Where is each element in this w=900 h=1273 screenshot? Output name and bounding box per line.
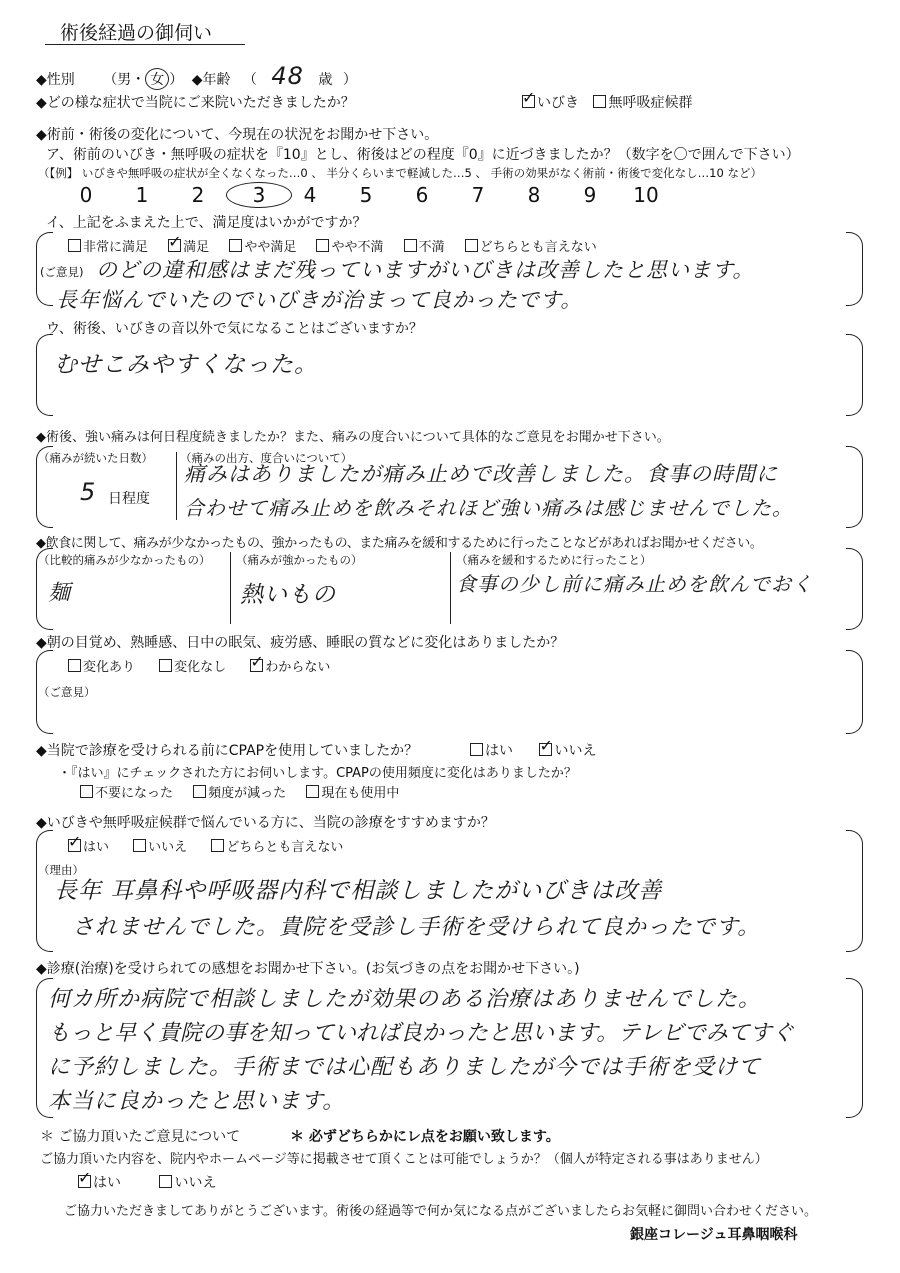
gender-female-circled: 女 xyxy=(145,68,169,90)
scale-1[interactable]: 1 xyxy=(135,183,149,207)
q5-unchanged-checkbox[interactable] xyxy=(159,659,172,672)
q5-text: ◆朝の目覚め、熟睡感、日中の眠気、疲労感、睡眠の質などに変化はありましたか？ xyxy=(36,635,565,651)
degree-label: （痛みの出方、度合いについて） xyxy=(180,451,353,465)
q6-yes-checkbox[interactable] xyxy=(470,743,483,756)
consent-question: ご協力頂いた内容を、院内やホームページ等に掲載させて頂くことは可能でしょうか？（個人が特定される事はありません） xyxy=(40,1152,768,1167)
q7-options: ✓はい いいえ どちらとも言えない xyxy=(68,836,343,855)
q8-line-4: 本当に良かったと思います。 xyxy=(48,1089,346,1114)
sat-satisfied-checkbox[interactable] xyxy=(168,239,181,252)
consent-options: ✓はい いいえ xyxy=(78,1172,216,1192)
col1-label: （比較的痛みが少なかったもの） xyxy=(38,553,211,567)
clinic-name: 銀座コレージュ耳鼻咽喉科 xyxy=(630,1227,798,1243)
q2-example: （【例】 いびきや無呼吸の症状が全くなくなった…0 、 半分くらいまで軽減した…5 、 手術の効果がなく術前・術後で変化なし…10 など） xyxy=(38,166,762,180)
q7-text: ◆いびきや無呼吸症候群で悩んでいる方に、当院の診療をすすめますか？ xyxy=(36,815,495,831)
q8-line-2: もっと早く貴院の事を知っていれば良かったと思います。テレビでみてすぐ xyxy=(48,1021,794,1046)
sat-dissatisfied-checkbox[interactable] xyxy=(404,239,417,252)
bracket-right xyxy=(846,232,863,306)
q5-changed-checkbox[interactable] xyxy=(68,659,81,672)
q8-line-3: に予約しました。手術までは心配もありましたが今では手術を受けて xyxy=(48,1055,762,1080)
reason-line-1: 長年 耳鼻科や呼吸器内科で相談しましたがいびきは改善 xyxy=(54,878,663,904)
age-value: 48 xyxy=(271,62,304,90)
q1-options: ✓ いびき 無呼吸症候群 xyxy=(522,92,692,112)
days-unit: 日程度 xyxy=(108,491,150,507)
gender-male: 男 xyxy=(117,72,132,88)
col3-label: （痛みを緩和するために行ったこと） xyxy=(456,553,652,567)
page-title: 術後経過の御伺い xyxy=(60,22,213,44)
q5-options: 変化あり 変化なし ✓ わからない xyxy=(68,656,330,675)
thanks-text: ご協力いただきましてありがとうございます。術後の経過等で何か気になる点がございましたらお気軽に御問い合わせください。 xyxy=(64,1204,817,1219)
q5-unknown-checkbox[interactable] xyxy=(250,659,263,672)
q1-text: ◆どの様な症状で当院にご来院いただきましたか？ xyxy=(36,95,355,111)
sat-somewhat-satisfied-checkbox[interactable] xyxy=(229,239,242,252)
q2-number-scale xyxy=(58,182,674,208)
q5-opinion-label: （ご意見） xyxy=(38,685,96,699)
scale-8[interactable]: 8 xyxy=(527,183,541,207)
q2-u-text: ウ、術後、いびきの音以外で気になることはございますか？ xyxy=(46,321,423,337)
col3-value: 食事の少し前に痛み止めを飲んでおく xyxy=(456,572,813,596)
q6-text: ◆当院で診療を受けられる前にCPAPを使用していましたか？ xyxy=(36,743,419,759)
sat-somewhat-dissatisfied-checkbox[interactable] xyxy=(316,239,329,252)
sat-neutral-checkbox[interactable] xyxy=(465,239,478,252)
q6-no-checkbox[interactable] xyxy=(539,743,552,756)
q8-text: ◆診療(治療)を受けられての感想をお聞かせ下さい。(お気づきの点をお聞かせ下さい。) xyxy=(36,961,580,977)
q6-sub-text: ・『はい』にチェックされた方にお伺いします。CPAPの使用頻度に変化はありましたか？ xyxy=(58,766,577,781)
cpap-in-use-checkbox[interactable] xyxy=(306,785,319,798)
column-divider xyxy=(230,552,231,624)
days-value: 5 xyxy=(80,478,97,506)
u-answer: むせこみやすくなった。 xyxy=(54,352,318,378)
scale-4[interactable]: 4 xyxy=(303,183,317,207)
scale-10[interactable]: 10 xyxy=(633,183,659,207)
bracket-left xyxy=(36,830,53,952)
q8-line-1: 何カ所か病院で相談しましたが効果のある治療はありませんでした。 xyxy=(48,987,762,1012)
footer-note-1: ＊ ご協力頂いたご意見について xyxy=(40,1129,241,1145)
column-divider xyxy=(176,452,177,520)
cpap-unneeded-checkbox[interactable] xyxy=(80,785,93,798)
scale-0[interactable]: 0 xyxy=(79,183,93,207)
title-underline xyxy=(45,44,245,45)
age-label: ◆年齢 xyxy=(191,72,231,88)
col2-value: 熱いもの xyxy=(240,582,336,608)
scale-7[interactable]: 7 xyxy=(471,183,485,207)
bracket-right xyxy=(846,446,863,528)
consent-yes-checkbox[interactable] xyxy=(78,1175,91,1188)
bracket-right xyxy=(846,548,863,630)
column-divider xyxy=(450,552,451,624)
q4-text: ◆飲食に関して、痛みが少なかったもの、強かったもの、また痛みを緩和するために行ったことなどがあればお聞かせください。 xyxy=(36,536,763,551)
opinion-label: (ご意見) xyxy=(40,265,84,279)
footer-note-2: ＊ 必ずどちらかにレ点をお願い致します。 xyxy=(290,1129,560,1145)
satisfaction-options: 非常に満足 ✓ 満足 やや満足 やや不満 不満 どちらとも言えない xyxy=(68,236,597,255)
scale-9[interactable]: 9 xyxy=(583,183,597,207)
col1-value: 麺 xyxy=(48,581,72,606)
reason-line-2: されませんでした。貴院を受診し手術を受けられて良かったです。 xyxy=(72,915,761,940)
q6-options: はい ✓ いいえ xyxy=(470,740,596,760)
gender-row: ◆性別 （男・ 女 ） ◆年齢 （ 48 歳 ） xyxy=(36,62,357,90)
q6-sub-options: 不要になった 頻度が減った 現在も使用中 xyxy=(80,782,399,801)
q1-snoring-checkbox[interactable] xyxy=(522,95,535,108)
q2-a-text: ア、術前のいびき・無呼吸の症状を『10』とし、術後はどの程度『0』に近づきましたか？（数字を〇で囲んで下さい） xyxy=(46,147,800,163)
bracket-right xyxy=(846,830,863,952)
cpap-reduced-checkbox[interactable] xyxy=(193,785,206,798)
sat-very-satisfied-checkbox[interactable] xyxy=(68,239,81,252)
q7-no-checkbox[interactable] xyxy=(133,839,146,852)
opinion-line-2: 長年悩んでいたのでいびきが治まって良かったです。 xyxy=(56,288,583,312)
opinion-line-1: のどの違和感はまだ残っていますがいびきは改善したと思います。 xyxy=(96,258,755,282)
degree-line-1: 痛みはありましたが痛み止めで改善しました。食事の時間に xyxy=(184,462,778,486)
q7-neutral-checkbox[interactable] xyxy=(211,839,224,852)
bracket-right xyxy=(846,650,863,734)
consent-no-checkbox[interactable] xyxy=(159,1175,172,1188)
q7-yes-checkbox[interactable] xyxy=(68,839,81,852)
scale-6[interactable]: 6 xyxy=(415,183,429,207)
gender-label: ◆性別 xyxy=(36,72,75,88)
bracket-left xyxy=(36,334,53,416)
bracket-right xyxy=(846,334,863,416)
bracket-right xyxy=(846,978,863,1118)
scale-5[interactable]: 5 xyxy=(359,183,373,207)
q3-text: ◆術後、強い痛みは何日程度続きましたか？また、痛みの度合いについて具体的なご意見をお聞かせ下さい。 xyxy=(36,430,670,445)
days-label: （痛みが続いた日数） xyxy=(38,451,153,465)
scale-3-circled[interactable]: 3 xyxy=(226,182,282,208)
col2-label: （痛みが強かったもの） xyxy=(236,553,363,567)
reason-label: （理由） xyxy=(38,863,84,877)
q2-i-text: イ、上記をふまえた上で、満足度はいかがですか？ xyxy=(46,215,367,231)
scale-2[interactable]: 2 xyxy=(191,183,205,207)
q2-text: ◆術前・術後の変化について、今現在の状況をお聞かせ下さい。 xyxy=(36,127,439,143)
age-unit: 歳 xyxy=(318,72,333,88)
degree-line-2: 合わせて痛み止めを飲みそれほど強い痛みは感じませんでした。 xyxy=(184,496,793,520)
q1-apnea-checkbox[interactable] xyxy=(593,95,606,108)
